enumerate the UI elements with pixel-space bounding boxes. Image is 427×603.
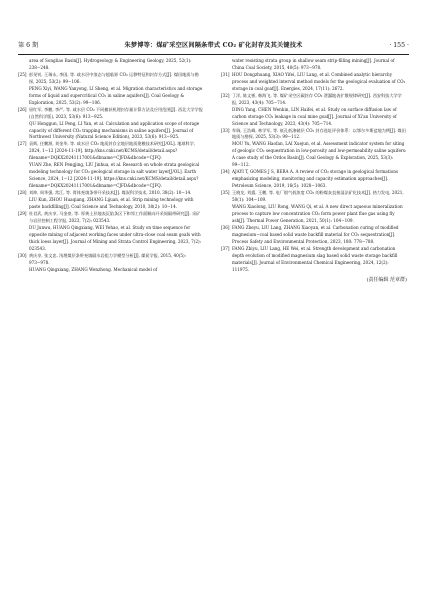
reference-text: 丁洋, 陈文彬, 韩海飞, 等. 煤矿采空区碳封存 CO₂ 泄漏地表扩散规律研究[J]. 西安科技大学学报, 2023, 43(4): 705−714. (232, 92, 402, 105)
reference-text: 王晓龙, 刘露, 王鹏, 等. 电厂烟气低浓度 CO₂ 的粉煤灰直接湿法矿化技术[J]. 热力发电, 2021, 50(1): 104−109. (232, 190, 404, 203)
reference-english-text: DU Junwu, HUANG Qingxiang, WEI Yehao, et al. Study on time sequence for opposite mining of adjacent working faces under ultra-close coal seam goafs with thick loess layer[J]. Journal of Mining and Strata Control Engineering, 2023, 7(2): 023543. (29, 224, 201, 251)
reference-entry (221, 246, 407, 274)
reference-text: FANG Zhiyu, LIU Lang, HE Wei, et al. Strength development and carbonation depth evolution of modified magnesium slag based solid waste storage backfill materials[J]. Journal of Environmental Chemical Engineering, 2024, 12(2): 111975. (232, 245, 398, 272)
reference-number: [35] (221, 190, 230, 196)
reference-text: AJAYI T, GOMES J S, BERA A. A review of CO₂ storage in geological formations emphasizing modeling, monitoring and capacity estimation approaches[J]. Petroleum Science, 2019, 16(5): 1028−1063. (232, 169, 398, 189)
reference-text: FANG Zheyu, LIU Lang, ZHANG Xiaoyan, et al. Carbonation curing of modified magnesium−coal based solid waste backfill material for CO₂ sequestration[J]. Process Safety and Environmental Protection, 2023, 180: 778−788. (232, 224, 399, 244)
reference-entry (221, 128, 407, 170)
reference-number: [30] (18, 252, 27, 258)
editor-note: (责任编辑 范章群) (366, 276, 407, 283)
reference-text: 刘坤, 周华强, 常江, 等. 膏体充填条带开采技术[J]. 煤炭科学技术, 2010, 38(2): 10−14. (29, 190, 192, 196)
reference-entry (221, 58, 407, 72)
reference-text: 黄庆享, 张文忠. 浅埋煤层条带充填隔水岩组力学模型分析[J]. 煤炭学报, 2015, 40(5): 973−978. (29, 252, 187, 265)
reference-number: [25] (18, 71, 27, 77)
left-column (18, 58, 204, 274)
reference-english-text: DING Yang, CHEN Wenbin, LIN Haifei, et al. Study on surface diffusion law of carbon storage CO₂ leakage in coal mine goaf[J]. Journal of Xi'an University of Science and Technology, 2023, 43(4): 705−714. (232, 106, 397, 126)
right-column (221, 58, 407, 284)
reference-entry (18, 253, 204, 274)
reference-number: [26] (18, 106, 27, 112)
reference-entry (221, 169, 407, 190)
reference-entry (221, 72, 407, 93)
reference-number: [33] (221, 127, 230, 133)
running-header (18, 40, 409, 52)
page-number: · 155 · (389, 42, 409, 49)
issue-label: 第 6 期 (18, 42, 39, 49)
reference-english-text: HUANG Qingxiang, ZHANG Wenzhong. Mechanical model of (29, 266, 158, 272)
reference-entry (221, 93, 407, 128)
reference-text: area of Songliao Basin[J]. Hydrogeology & Engineering Geology, 2025, 52(1): 238−248. (29, 58, 192, 70)
reference-english-text: YUAN Zhe, REN Pengjing, LIU Jinhua, et al. Research on whole strata geological modeling technology for CO₂ geological storage in salt water layer[J/OL]. Earth Science, 2024, 1−12 [2024-11-19]. https://kns.cnki.net/KCMS/detail/detail.aspx?filename=DQKX20241117001&dbname=CJFD&dbcode=CJFQ. (29, 162, 200, 189)
reference-number: [31] (221, 71, 230, 77)
reference-entry (18, 72, 204, 107)
reference-english-text: PENG Xiyi, WANG Yanyong, LI Sheng, et al. Migration characteristics and storage forms of liquid and supercritical CO₂ in saline aquifers[J]. Coal Geology & Exploration, 2025, 53(2): 99−106. (29, 85, 203, 105)
reference-entry (18, 211, 204, 253)
running-title: 朱梦博等：煤矿采空区间隔条带式 CO₂ 矿化封存及其关键技术 (124, 42, 303, 49)
reference-entry (221, 190, 407, 225)
reference-entry (18, 107, 204, 142)
reference-text: 杜君武, 黄庆享, 马金豪, 等. 厚黄土层地表沉陷条区下和邻工作面顺向开采间隔带研究[J]. 采矿与岩层控制工程学报, 2023, 7(2): 023543. (29, 210, 201, 223)
reference-number: [28] (18, 190, 27, 196)
reference-number: [29] (18, 210, 27, 216)
reference-entry (221, 225, 407, 246)
reference-english-text: QU Honggun, LI Peng, LI Yan, et al. Calculation and application scope of storage capacity of different CO₂ trapping mechanisms in saline aquifers[J]. Journal of Northwest University (Natural Science Edition), 2023, 53(6): 913−925. (29, 120, 200, 140)
reference-number: [37] (221, 245, 230, 251)
reference-number: [36] (221, 224, 230, 230)
reference-english-text: MOU Yu, WANG Haofan, LAI Xuejun, et al. Assessment indicator system for siting of geologic CO₂ sequestration in low-porosity and low-permeability saline aquifers: A case study of the Ordos Basin[J]. Coal Geology & Exploration, 2025, 53(3): 99−112. (232, 141, 407, 168)
reference-entry (18, 141, 204, 190)
reference-text: 袁辉, 任鹏源, 刘金华, 等. 咸水层 CO₂ 地质封存全地层地质建模技术研究[J/OL]. 地球科学, 2024, 1−12 [2024-11-19]. http://kns.cnki.net/KCMS/detail/detail.aspx?filename=DQKX20241117001&dbname=CJFD&dbcode=CJFQ. (29, 141, 196, 161)
reference-text: 牟瑞, 王浩峰, 林学军, 等. 低孔低渗储层 CO₂ 封存选址评价体系：以鄂尔多斯盆地为例[J]. 煤田地质与勘探, 2025, 53(3): 99−112. (232, 127, 406, 140)
reference-number: [34] (221, 169, 230, 175)
reference-number: [27] (18, 141, 27, 147)
header-rule (18, 54, 409, 55)
reference-number: [32] (221, 92, 230, 98)
reference-entry (18, 58, 204, 72)
reference-text: 屈红军, 李鹏, 李严, 等. 咸水层 CO₂ 不同捕获机理封存量计算方法及应用范围[J]. 西北大学学报(自然科学版), 2023, 53(6): 913−925. (29, 106, 203, 119)
reference-english-text: WANG Xiaolong, LIU Rong, WANG Qi, et al. A new direct aqueous mineralization process to capture low concentration CO₂ form power plant flue gas using fly ash[J]. Thermal Power Generation, 2021, 50(1): 104−109. (232, 204, 403, 223)
reference-english-text: LIU Kun, ZHOU Huaqiang, ZHANG Lijuan, et al. Strip mining technology with paste backfilling[J]. Coal Science and Technology, 2010, 38(2): 10−14. (29, 197, 194, 210)
reference-text: water resisting strata group in shallow seam strip-filling mining[J]. Journal of China Coal Society, 2015, 40(5): 973−978. (232, 58, 395, 70)
reference-text: HOU Dongzhuang, XIAO Yifei, LIU Lang, et al. Combined analytic hierarchy process and weighted interval method models for the geological evaluation of CO₂ storage in coal goaf[J]. Energies, 2024, 17(11): 2672. (232, 71, 406, 91)
reference-text: 彭旻钊, 王瑞永, 李国, 等. 咸水层中溶态与超临界 CO₂ 运移特征和封存方式[J]. 煤田地质与勘探, 2025, 53(2): 99−106. (29, 71, 199, 84)
reference-entry (18, 190, 204, 211)
